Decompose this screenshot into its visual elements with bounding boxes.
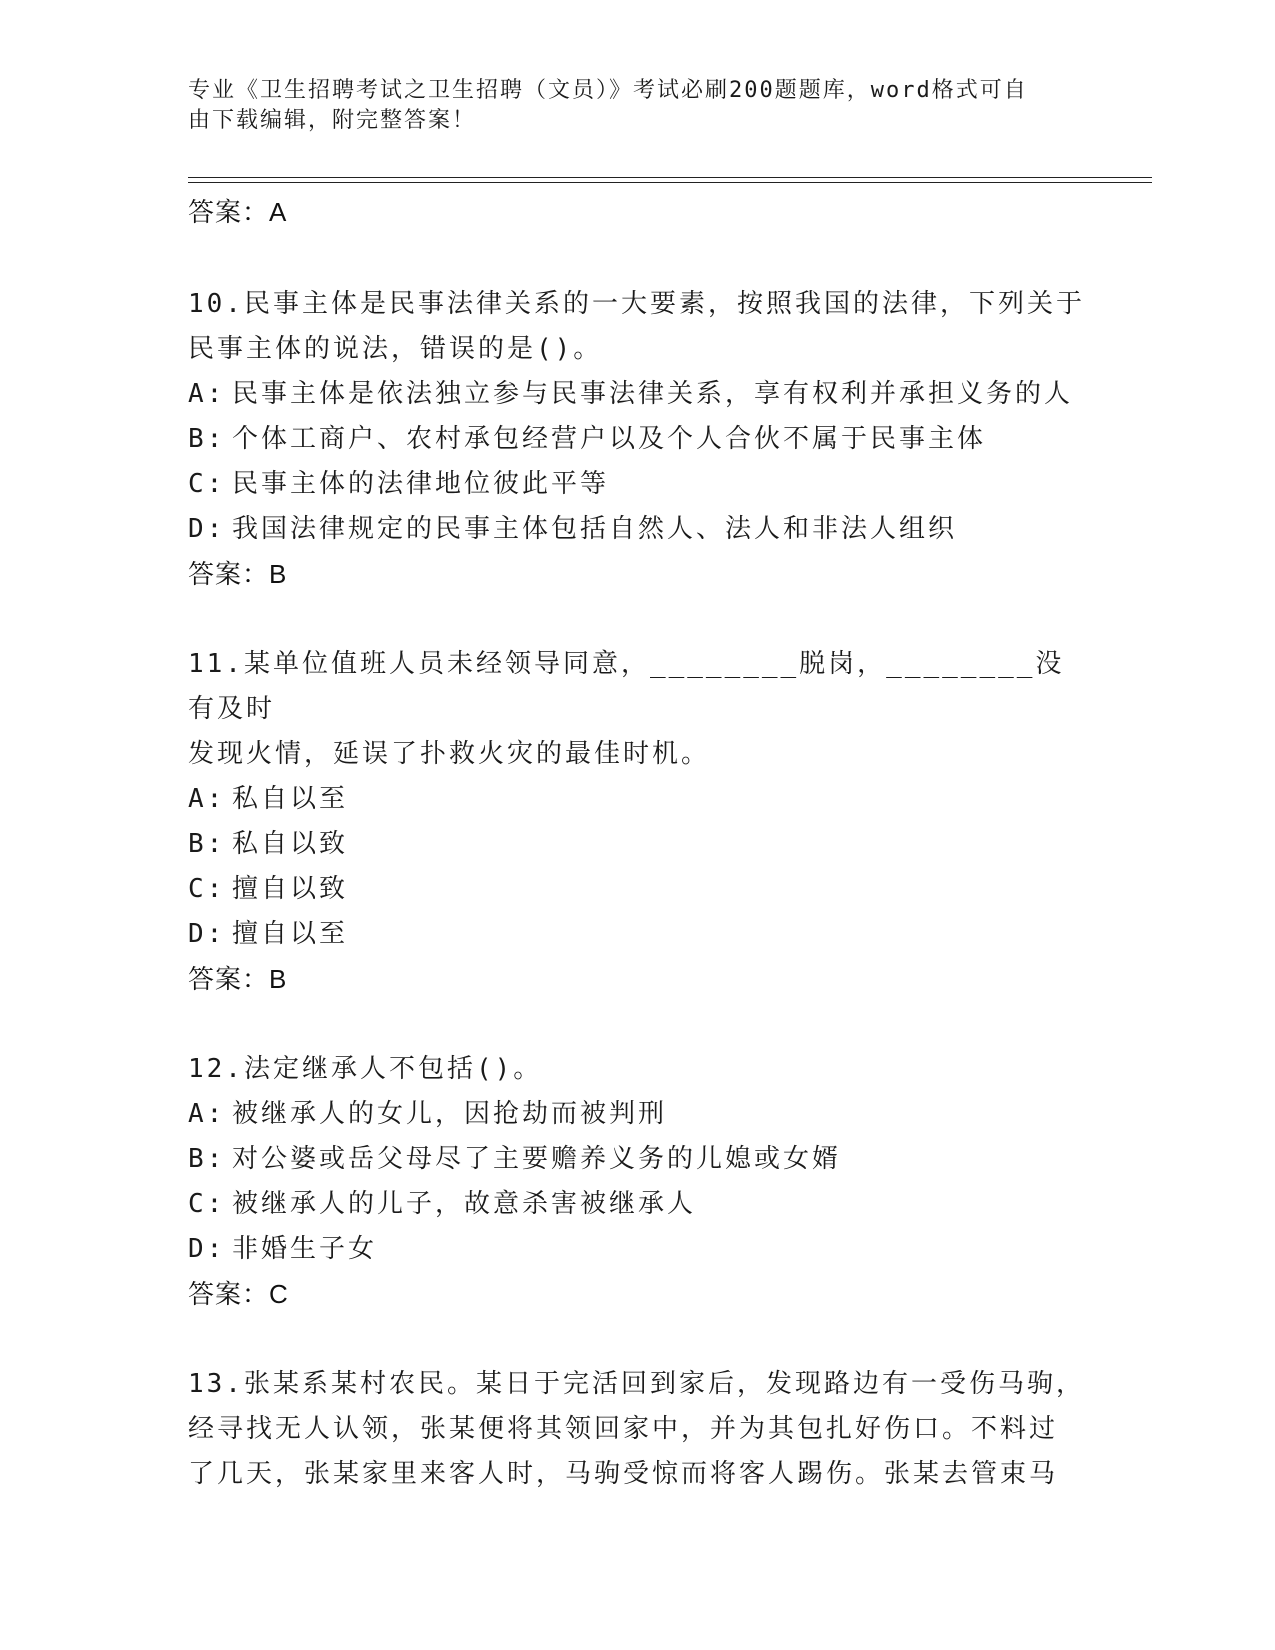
header-line-2: 由下载编辑，附完整答案！: [188, 108, 477, 133]
question-text-line: 11.某单位值班人员未经领导同意，________脱岗，________没有及时: [188, 649, 1065, 724]
option-text: 被继承人的女儿，因抢劫而被判刑: [232, 1099, 668, 1129]
option-a: [188, 1092, 1088, 1137]
option-b: [188, 1137, 1088, 1182]
document-header: [188, 76, 1088, 136]
option-text: 被继承人的儿子，故意杀害被继承人: [232, 1189, 697, 1219]
question-block-13: [188, 1362, 1088, 1497]
header-line-1: 专业《卫生招聘考试之卫生招聘（文员）》考试必刷200题题库，word格式可自: [188, 78, 1028, 103]
option-text: 私自以至: [232, 784, 349, 814]
option-text: 对公婆或岳父母尽了主要赡养义务的儿媳或女婿: [232, 1144, 842, 1174]
question-text-line: 经寻找无人认领，张某便将其领回家中，并为其包扎好伤口。不料过: [188, 1414, 1059, 1444]
answer-line: 答案：C: [188, 1279, 289, 1309]
option-a: [188, 777, 1088, 822]
option-text: 我国法律规定的民事主体包括自然人、法人和非法人组织: [232, 514, 958, 544]
option-key: B:: [188, 1144, 226, 1174]
option-text: 民事主体的法律地位彼此平等: [232, 469, 610, 499]
option-key: D:: [188, 919, 226, 949]
option-key: C:: [188, 1189, 226, 1219]
option-key: C:: [188, 469, 226, 499]
question-text-line: 12.法定继承人不包括()。: [188, 1054, 543, 1084]
option-key: A:: [188, 784, 226, 814]
option-c: [188, 462, 1088, 507]
header-divider-top: [188, 177, 1152, 178]
option-a: [188, 372, 1088, 417]
option-c: [188, 1182, 1088, 1227]
question-block-10: [188, 282, 1088, 596]
question-text-line: 发现火情，延误了扑救火灾的最佳时机。: [188, 739, 711, 769]
option-text: 个体工商户、农村承包经营户以及个人合伙不属于民事主体: [232, 424, 987, 454]
question-block-12: [188, 1047, 1088, 1316]
option-d: [188, 507, 1088, 552]
question-text-line: 了几天，张某家里来客人时，马驹受惊而将客人踢伤。张某去管束马: [188, 1459, 1059, 1489]
question-text-line: 10.民事主体是民事法律关系的一大要素，按照我国的法律，下列关于: [188, 289, 1085, 319]
option-b: [188, 417, 1088, 462]
option-key: A:: [188, 379, 226, 409]
answer-line: 答案：B: [188, 964, 288, 994]
question-text-line: 13.张某系某村农民。某日于完活回到家后，发现路边有一受伤马驹，: [188, 1369, 1085, 1399]
option-text: 擅自以致: [232, 874, 349, 904]
header-divider-bottom: [188, 182, 1152, 183]
option-c: [188, 867, 1088, 912]
option-key: D:: [188, 514, 226, 544]
option-key: D:: [188, 1234, 226, 1264]
option-text: 民事主体是依法独立参与民事法律关系，享有权利并承担义务的人: [232, 379, 1074, 409]
option-text: 私自以致: [232, 829, 349, 859]
answer-line: 答案：B: [188, 559, 288, 589]
option-d: [188, 1227, 1088, 1272]
option-key: A:: [188, 1099, 226, 1129]
option-key: C:: [188, 874, 226, 904]
question-block-11: [188, 642, 1088, 1001]
question-text-line: 民事主体的说法，错误的是()。: [188, 334, 603, 364]
option-text: 非婚生子女: [232, 1234, 378, 1264]
option-b: [188, 822, 1088, 867]
option-d: [188, 912, 1088, 957]
option-key: B:: [188, 829, 226, 859]
answer-line: 答案：A: [188, 197, 288, 227]
option-text: 擅自以至: [232, 919, 349, 949]
document-body: [188, 190, 1088, 1497]
option-key: B:: [188, 424, 226, 454]
